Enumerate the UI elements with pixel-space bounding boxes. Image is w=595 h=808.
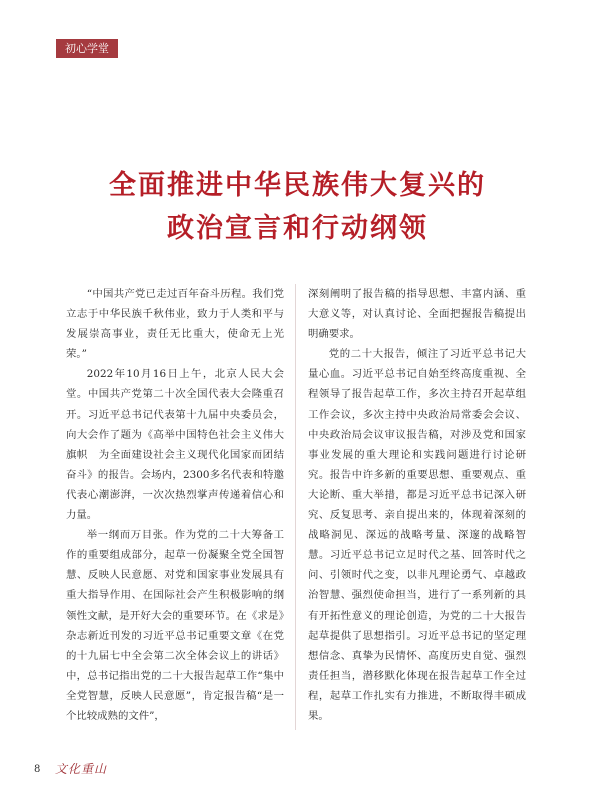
section-tag: 初心学堂 (56, 39, 118, 58)
article-paragraph: 2022年10月16日上午，北京人民大会堂。中国共产党第二十次全国代表大会隆重召开。习近平总书记代表第十九届中央委员会，向大会作了题为《高举中国特色社会主义伟大旗帜 为全面建设社会主义现代化国家而团结奋斗》的报告。会场内，2300多名代表和特邀代表心潮澎湃，一次次热烈掌声传递着信心和力量。 (66, 368, 284, 522)
title-line-2: 政治宣言和行动纲领 (167, 213, 428, 245)
magazine-brand: 文化重山 (55, 762, 108, 776)
article-paragraph: “中国共产党已走过百年奋斗历程。我们党立志于中华民族千秋伟业，致力于人类和平与发展崇高事业，责任无比重大，使命无上光荣。” (66, 288, 284, 361)
article-paragraph: 党的二十大报告，倾注了习近平总书记大量心血。习近平总书记自始至终高度重视、全程领导了报告起草工作，多次主持召开起草组工作会议，多次主持中央政治局常委会会议、中央政治局会议审议报告稿，对涉及党和国家事业发展的重大理论和实践问题进行讨论研究。报告中许多新的重要思想、重要观点、重大论断、重大举措，都是习近平总书记深入研究、反复思考、亲自提出来的，体现着深刻的战略洞见、深远的战略考量、深邃的战略智慧。习近平总书记立足时代之基、回答时代之问、引领时代之变，以非凡理论勇气、卓越政治智慧、强烈使命担当，进行了一系列新的具有开拓性意义的理论创造，为党的二十大报告起草提供了思想指引。习近平总书记的坚定理想信念、真挚为民情怀、高度历史自觉、强烈责任担当，潜移默化体现在报告起草工作全过程，起草工作扎实有力推进，不断取得丰硕成果。 (308, 348, 526, 722)
article-column-right (308, 284, 526, 726)
article-paragraph: 举一纲而万目张。作为党的二十大筹备工作的重要组成部分，起草一份凝聚全党全国智慧、反映人民意愿、对党和国家事业发展具有重大指导作用、在国际社会产生积极影响的纲领性文献，是开好大会的重要环节。在《求是》杂志新近刊发的习近平总书记重要文章《在党的十九届七中全会第二次全体会议上的讲话》中，总书记指出党的二十大报告起草工作“集中全党智慧，反映人民意愿”，肯定报告稿“是一个比较成熟的文件”， (66, 529, 284, 722)
article-title (0, 164, 595, 250)
article-column-left (66, 284, 284, 726)
article-paragraph: 深刻阐明了报告稿的指导思想、丰富内涵、重大意义等，对认真讨论、全面把握报告稿提出明确要求。 (308, 288, 526, 341)
page-number: 8 (34, 764, 41, 775)
column-divider (295, 284, 296, 730)
title-line-1: 全面推进中华民族伟大复兴的 (109, 170, 486, 202)
